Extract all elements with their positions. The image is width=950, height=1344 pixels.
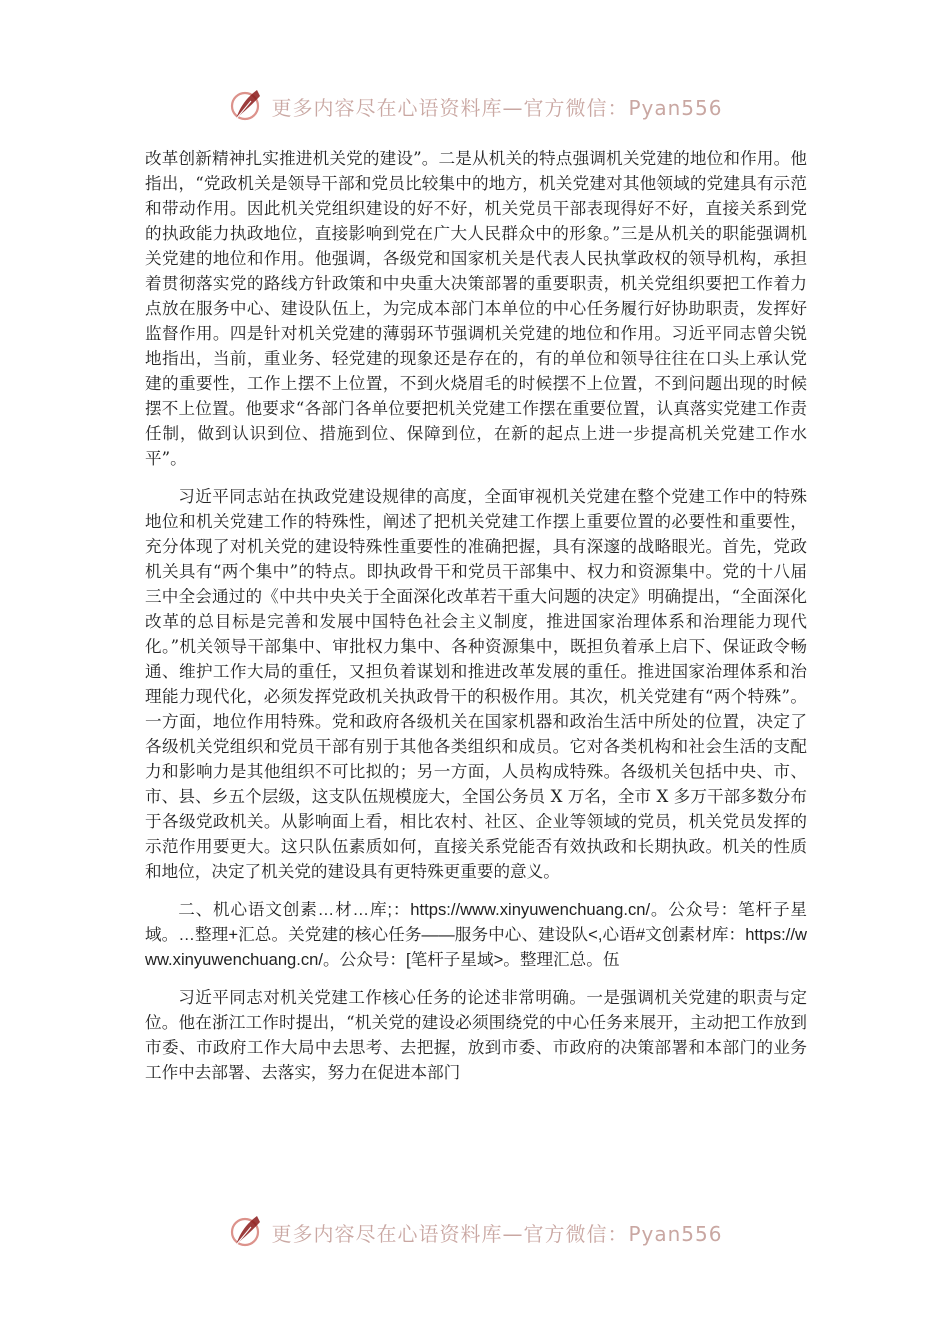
paragraph-2: 习近平同志站在执政党建设规律的高度，全面审视机关党建在整个党建工作中的特殊地位和机关党建工作的特殊性，阐述了把机关党建工作摆上重要位置的必要性和重要性，充分体现了对机关党的建设特殊性重要性的准确把握，具有深邃的战略眼光。首先，党政机关具有“两个集中”的特点。即执政骨干和党员干部集中、权力和资源集中。党的十八届三中全会通过的《中共中央关于全面深化改革若干重大问题的决定》明确提出，“全面深化改革的总目标是完善和发展中国特色社会主义制度，推进国家治理体系和治理能力现代化。”机关领导干部集中、审批权力集中、各种资源集中，既担负着承上启下、保证政令畅通、维护工作大局的重任，又担负着谋划和推进改革发展的重任。推进国家治理体系和治理能力现代化，必须发挥党政机关执政骨干的积极作用。其次，机关党建有“两个特殊”。一方面，地位作用特殊。党和政府各级机关在国家机器和政治生活中所处的位置，决定了各级机关党组织和党员干部有别于其他各类组织和成员。它对各类机构和社会生活的支配力和影响力是其他组织不可比拟的；另一方面，人员构成特殊。各级机关包括中央、市、市、县、乡五个层级，这支队伍规模庞大，全国公务员 X 万名，全市 X 多万干部多数分布于各级党政机关。从影响面上看，相比农村、社区、企业等领域的党员，机关党员发挥的示范作用要更大。这只队伍素质如何，直接关系党能否有效执政和长期执政。机关的性质和地位，决定了机关党的建设具有更特殊更重要的意义。 (145, 487, 807, 881)
document-body (145, 146, 807, 1098)
paragraph-1: 改革创新精神扎实推进机关党的建设”。二是从机关的特点强调机关党建的地位和作用。他指出，“党政机关是领导干部和党员比较集中的地方，机关党建对其他领域的党建具有示范和带动作用。因此机关党组织建设的好不好，机关党员干部表现得好不好，直接关系到党的执政能力执政地位，直接影响到党在广大人民群众中的形象。”三是从机关的职能强调机关党建的地位和作用。他强调，各级党和国家机关是代表人民执掌政权的领导机构，承担着贯彻落实党的路线方针政策和中央重大决策部署的重要职责，机关党组织要把工作着力点放在服务中心、建设队伍上，为完成本部门本单位的中心任务履行好协助职责，发挥好监督作用。四是针对机关党建的薄弱环节强调机关党建的地位和作用。习近平同志曾尖锐地指出，当前，重业务、轻党建的现象还是存在的，有的单位和领导往往在口头上承认党建的重要性，工作上摆不上位置，不到火烧眉毛的时候摆不上位置，不到问题出现的时候摆不上位置。他要求“各部门各单位要把机关党建工作摆在重要位置，认真落实党建工作责任制，做到认识到位、措施到位、保障到位，在新的起点上进一步提高机关党建工作水平”。 (145, 149, 807, 468)
feather-pen-logo-icon (227, 86, 267, 126)
watermark-text: 更多内容尽在心语资料库—官方微信：Pyan556 (271, 1221, 723, 1246)
paragraph-4: 习近平同志对机关党建工作核心任务的论述非常明确。一是强调机关党建的职责与定位。他在浙江工作时提出，“机关党的建设必须围绕党的中心任务来展开，主动把工作放到市委、市政府工作大局中去思考、去把握，放到市委、市政府的决策部署和本部门的业务工作中去部署、去落实，努力在促进本部门 (145, 988, 807, 1082)
paragraph-3-section-heading: 二、机心语文创素…材…库;：https://www.xinyuwenchuang.cn/。公众号：笔杆子星域。…整理+汇总。关党建的核心任务——服务中心、建设队<,心语#文创素材库：https://www.xinyuwenchuang.cn/。公众号：[笔杆子星域>。整理汇总。伍 (145, 900, 807, 969)
watermark-text: 更多内容尽在心语资料库—官方微信：Pyan556 (271, 95, 723, 120)
header-watermark (0, 84, 950, 128)
footer-watermark (0, 1210, 950, 1254)
feather-pen-logo-icon (227, 1212, 267, 1252)
